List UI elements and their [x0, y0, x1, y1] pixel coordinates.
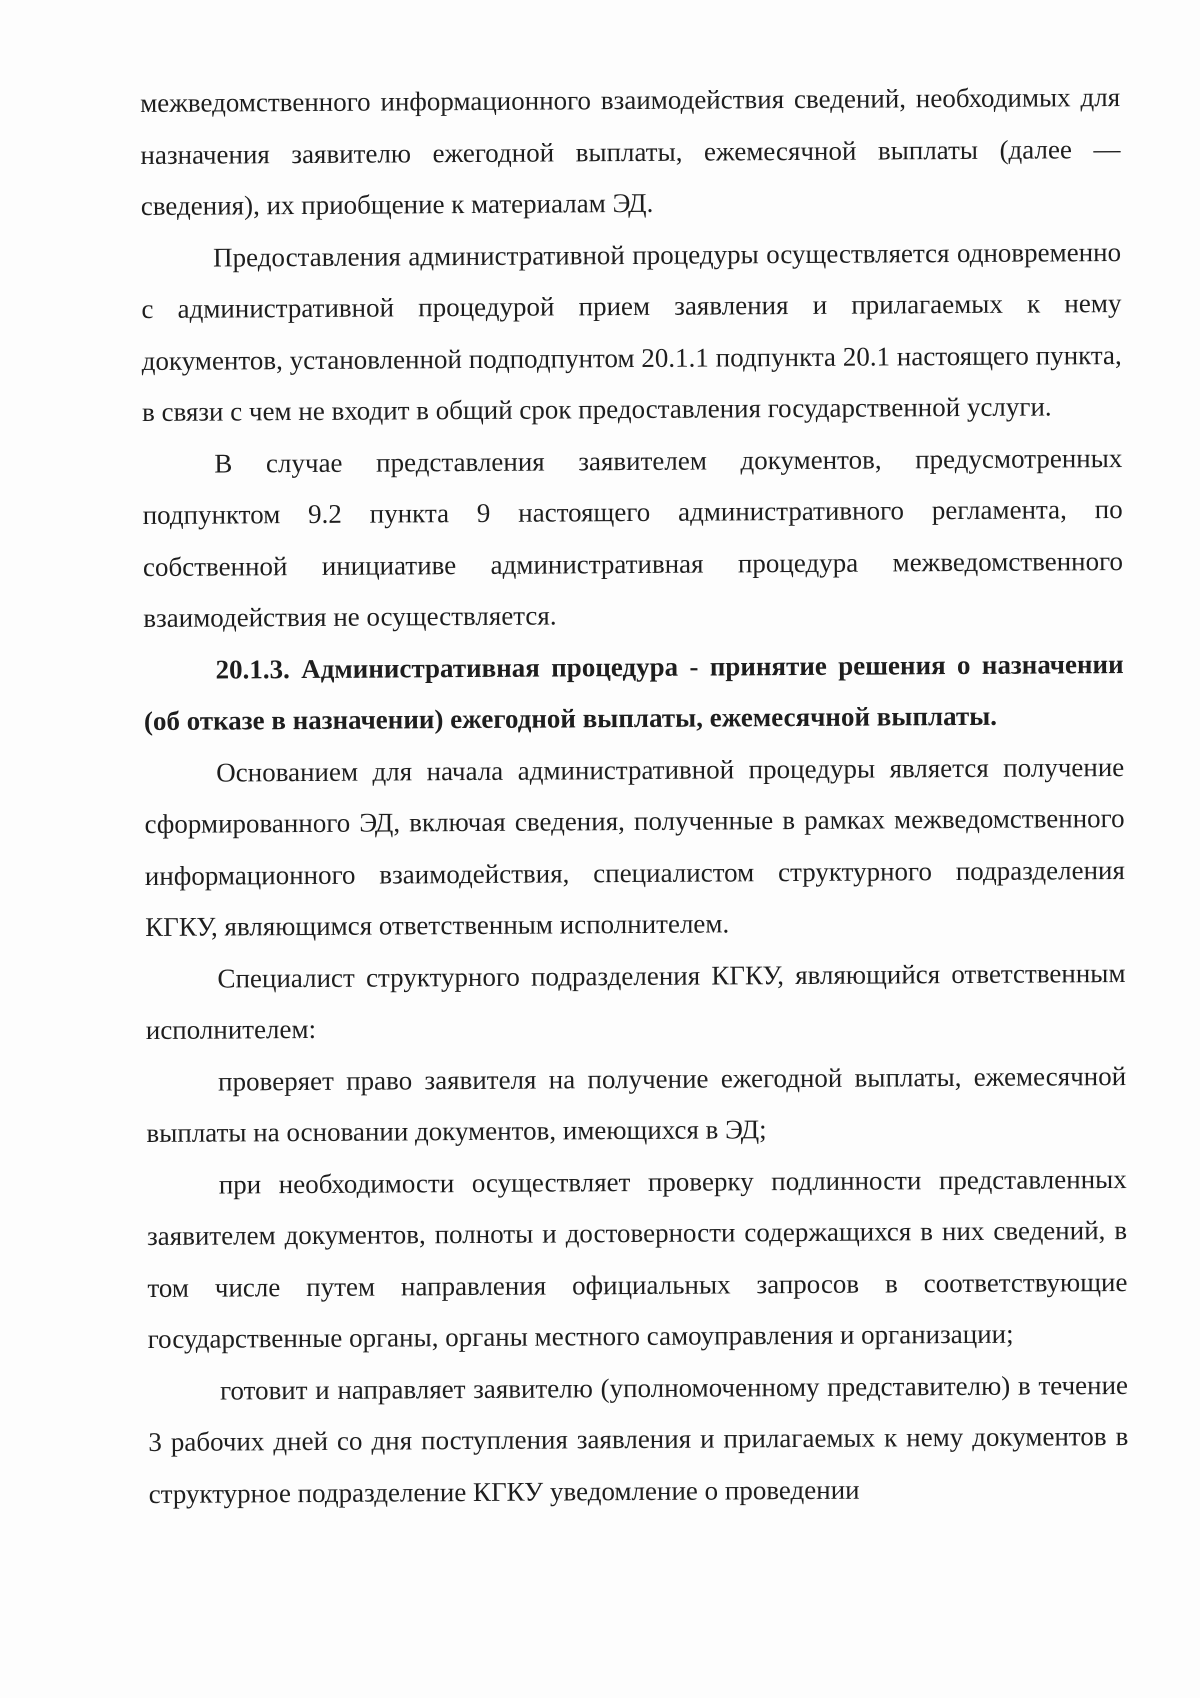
document-body	[140, 72, 1129, 1520]
paragraph-continuation: межведомственного информационного взаимодействия сведений, необходимых для назначения заявителю ежегодной выплаты, ежемесячной выплаты (далее — сведения), их приобщение к материалам ЭД.	[140, 82, 1121, 221]
list-item-sends-notice: готовит и направляет заявителю (уполномоченному представителю) в течение 3 рабочих дней со дня поступления заявления и прилагаемых к нему документов в структурное подразделение КГКУ уведомление о проведении	[148, 1369, 1129, 1509]
paragraph-procedure-timing: Предоставления административной процедуры осуществляется одновременно с административной процедурой прием заявления и прилагаемых к нему документов, установленной подподпунтом 20.1.1 подпункта 20.1 настоящего пункта, в связи с чем не входит в общий срок предоставления государственной услуги.	[141, 236, 1122, 427]
list-item-checks-right: проверяет право заявителя на получение ежегодной выплаты, ежемесячной выплаты на основании документов, имеющихся в ЭД;	[146, 1060, 1127, 1148]
paragraph-own-initiative: В случае представления заявителем документов, предусмотренных подпунктом 9.2 пункта 9 настоящего административного регламента, по собственной инициативе административная процедура межведомственного взаимодействия не осуществляется.	[142, 442, 1124, 633]
paragraph-grounds: Основанием для начала административной процедуры является получение сформированного ЭД, включая сведения, полученные в рамках межведомственного информационного взаимодействия, специалистом структурного подразделения КГКУ, являющимся ответственным исполнителем.	[144, 751, 1125, 942]
list-item-verifies-documents: при необходимости осуществляет проверку подлинности представленных заявителем документов, полноты и достоверности содержащихся в них сведений, в том числе путем направления официальных запросов в соответствующие государственные органы, органы местного самоуправления и организации;	[146, 1163, 1128, 1354]
paragraph-specialist: Специалист структурного подразделения КГКУ, являющийся ответственным исполнителем:	[145, 957, 1126, 1045]
section-heading-20-1-3: 20.1.3. Административная процедура - принятие решения о назначении (об отказе в назначении) ежегодной выплаты, ежемесячной выплаты.	[143, 648, 1124, 736]
